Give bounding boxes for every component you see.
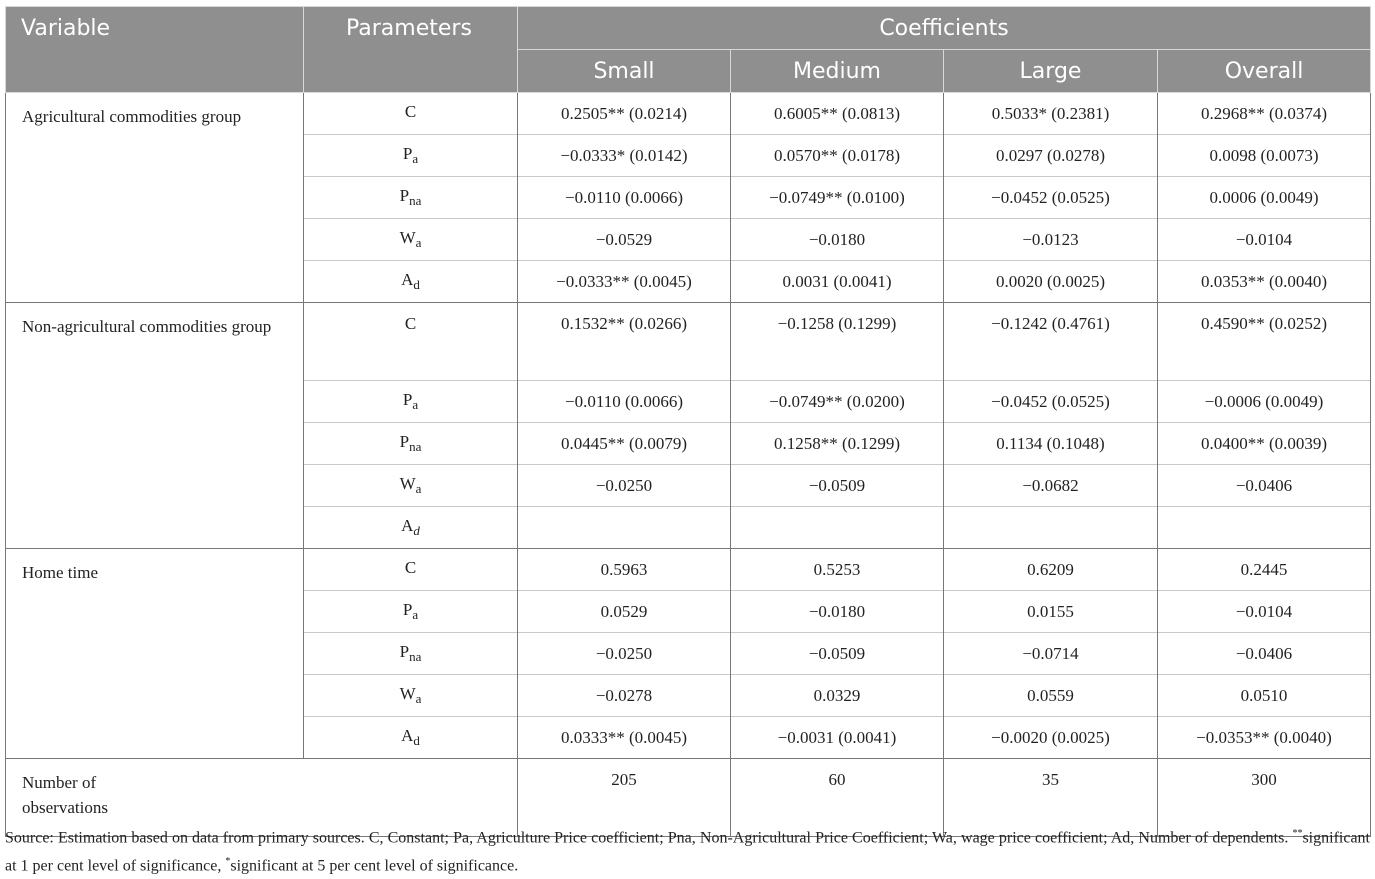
table-header	[6, 7, 1371, 93]
observations-overall: 300	[1158, 759, 1371, 837]
parameter-cell	[304, 381, 518, 423]
value-cell-large: 0.0155	[944, 591, 1158, 633]
value-cell-large: 0.0559	[944, 675, 1158, 717]
footnote-mark-single: *	[225, 856, 231, 868]
parameter-subscript: a	[415, 235, 422, 250]
table-row	[6, 549, 1371, 591]
observations-small: 205	[518, 759, 731, 837]
value-cell-overall: 0.0006 (0.0049)	[1158, 177, 1371, 219]
coefficients-table	[5, 6, 1371, 837]
parameter-symbol: C	[404, 102, 417, 121]
parameter-symbol: P	[402, 144, 413, 163]
table-row	[6, 303, 1371, 381]
parameter-symbol: P	[402, 600, 413, 619]
value-cell-overall: 0.0353** (0.0040)	[1158, 261, 1371, 303]
value-cell-large: 0.6209	[944, 549, 1158, 591]
value-cell-small: −0.0110 (0.0066)	[518, 177, 731, 219]
parameter-subscript: d	[413, 523, 420, 538]
value-cell-overall: −0.0104	[1158, 591, 1371, 633]
value-cell-small	[518, 507, 731, 549]
parameter-symbol: W	[399, 228, 416, 247]
value-cell-small: −0.0250	[518, 465, 731, 507]
header-small: Small	[518, 50, 731, 93]
parameter-symbol: A	[401, 726, 414, 745]
table-body	[6, 93, 1371, 837]
parameter-symbol: C	[404, 314, 417, 333]
parameter-cell	[304, 219, 518, 261]
table-row	[6, 93, 1371, 135]
parameter-symbol: P	[399, 432, 410, 451]
value-cell-overall: 0.0400** (0.0039)	[1158, 423, 1371, 465]
value-cell-small: 0.5963	[518, 549, 731, 591]
parameter-symbol: P	[399, 642, 410, 661]
parameter-cell	[304, 177, 518, 219]
value-cell-large: 0.1134 (0.1048)	[944, 423, 1158, 465]
value-cell-small: 0.2505** (0.0214)	[518, 93, 731, 135]
parameter-symbol: W	[399, 684, 416, 703]
parameter-cell	[304, 591, 518, 633]
value-cell-large: 0.0020 (0.0025)	[944, 261, 1158, 303]
value-cell-large: −0.0452 (0.0525)	[944, 177, 1158, 219]
value-cell-medium: −0.0180	[731, 219, 944, 261]
value-cell-small: 0.0445** (0.0079)	[518, 423, 731, 465]
value-cell-large: 0.5033* (0.2381)	[944, 93, 1158, 135]
value-cell-medium: −0.0749** (0.0200)	[731, 381, 944, 423]
value-cell-medium: 0.1258** (0.1299)	[731, 423, 944, 465]
value-cell-overall: −0.0353** (0.0040)	[1158, 717, 1371, 759]
parameter-subscript: a	[412, 607, 419, 622]
group-label: Non-agricultural commodities group	[6, 303, 304, 549]
parameter-cell	[304, 93, 518, 135]
parameter-subscript: a	[415, 481, 422, 496]
parameter-symbol: W	[399, 474, 416, 493]
group-label: Home time	[6, 549, 304, 759]
parameter-cell	[304, 633, 518, 675]
footnote-sig1: significant at 1 per cent level of significance,	[5, 829, 1370, 875]
parameter-subscript: na	[409, 439, 422, 454]
parameter-symbol: A	[401, 270, 414, 289]
header-variable: Variable	[6, 7, 304, 93]
value-cell-small: −0.0250	[518, 633, 731, 675]
value-cell-large	[944, 507, 1158, 549]
observations-label: Number of observations	[6, 759, 518, 837]
value-cell-medium: −0.0509	[731, 633, 944, 675]
value-cell-overall: 0.0510	[1158, 675, 1371, 717]
parameter-symbol: A	[401, 516, 414, 535]
parameter-subscript: a	[412, 397, 419, 412]
parameter-symbol: P	[399, 186, 410, 205]
value-cell-medium: 0.6005** (0.0813)	[731, 93, 944, 135]
value-cell-large: −0.0714	[944, 633, 1158, 675]
parameter-cell	[304, 261, 518, 303]
parameter-cell	[304, 465, 518, 507]
value-cell-medium: 0.0570** (0.0178)	[731, 135, 944, 177]
value-cell-large: −0.1242 (0.4761)	[944, 303, 1158, 381]
value-cell-medium: 0.0031 (0.0041)	[731, 261, 944, 303]
value-cell-large: 0.0297 (0.0278)	[944, 135, 1158, 177]
header-coefficients: Coefficients	[518, 7, 1371, 50]
parameter-cell	[304, 717, 518, 759]
value-cell-medium: −0.1258 (0.1299)	[731, 303, 944, 381]
value-cell-overall	[1158, 507, 1371, 549]
value-cell-medium: −0.0031 (0.0041)	[731, 717, 944, 759]
header-large: Large	[944, 50, 1158, 93]
value-cell-medium: 0.5253	[731, 549, 944, 591]
parameter-subscript: a	[412, 151, 419, 166]
header-medium: Medium	[731, 50, 944, 93]
value-cell-small: −0.0110 (0.0066)	[518, 381, 731, 423]
parameter-cell	[304, 423, 518, 465]
value-cell-medium: 0.0329	[731, 675, 944, 717]
parameter-cell	[304, 507, 518, 549]
parameter-subscript: d	[413, 733, 420, 748]
value-cell-overall: −0.0006 (0.0049)	[1158, 381, 1371, 423]
value-cell-overall: −0.0104	[1158, 219, 1371, 261]
value-cell-small: −0.0529	[518, 219, 731, 261]
footnote-source: Source: Estimation based on data from primary sources. C, Constant; Pa, Agriculture Price coefficient; Pna, Non-Agricultural Price Coefficient; Wa, wage price coefficient; Ad, Number of dependents.	[5, 829, 1293, 847]
parameter-subscript: na	[409, 649, 422, 664]
group-label: Agricultural commodities group	[6, 93, 304, 303]
table-footnote	[5, 822, 1370, 879]
value-cell-small: −0.0333* (0.0142)	[518, 135, 731, 177]
value-cell-small: 0.1532** (0.0266)	[518, 303, 731, 381]
value-cell-large: −0.0020 (0.0025)	[944, 717, 1158, 759]
value-cell-medium: −0.0180	[731, 591, 944, 633]
parameter-subscript: na	[409, 193, 422, 208]
value-cell-small: −0.0278	[518, 675, 731, 717]
value-cell-overall: −0.0406	[1158, 633, 1371, 675]
parameter-cell	[304, 303, 518, 381]
value-cell-large: −0.0682	[944, 465, 1158, 507]
header-parameters: Parameters	[304, 7, 518, 93]
observations-medium: 60	[731, 759, 944, 837]
parameter-symbol: P	[402, 390, 413, 409]
value-cell-small: −0.0333** (0.0045)	[518, 261, 731, 303]
value-cell-medium	[731, 507, 944, 549]
value-cell-overall: 0.2445	[1158, 549, 1371, 591]
value-cell-small: 0.0333** (0.0045)	[518, 717, 731, 759]
value-cell-medium: −0.0509	[731, 465, 944, 507]
parameter-subscript: d	[413, 277, 420, 292]
value-cell-medium: −0.0749** (0.0100)	[731, 177, 944, 219]
observations-large: 35	[944, 759, 1158, 837]
parameter-cell	[304, 675, 518, 717]
parameter-cell	[304, 135, 518, 177]
value-cell-overall: 0.0098 (0.0073)	[1158, 135, 1371, 177]
parameter-subscript: a	[415, 691, 422, 706]
header-overall: Overall	[1158, 50, 1371, 93]
value-cell-overall: 0.2968** (0.0374)	[1158, 93, 1371, 135]
footnote-mark-double: **	[1292, 828, 1303, 839]
value-cell-large: −0.0452 (0.0525)	[944, 381, 1158, 423]
value-cell-overall: 0.4590** (0.0252)	[1158, 303, 1371, 381]
value-cell-small: 0.0529	[518, 591, 731, 633]
parameter-cell	[304, 549, 518, 591]
value-cell-large: −0.0123	[944, 219, 1158, 261]
value-cell-overall: −0.0406	[1158, 465, 1371, 507]
parameter-symbol: C	[404, 558, 417, 577]
footnote-sig5: significant at 5 per cent level of significance.	[230, 857, 519, 875]
